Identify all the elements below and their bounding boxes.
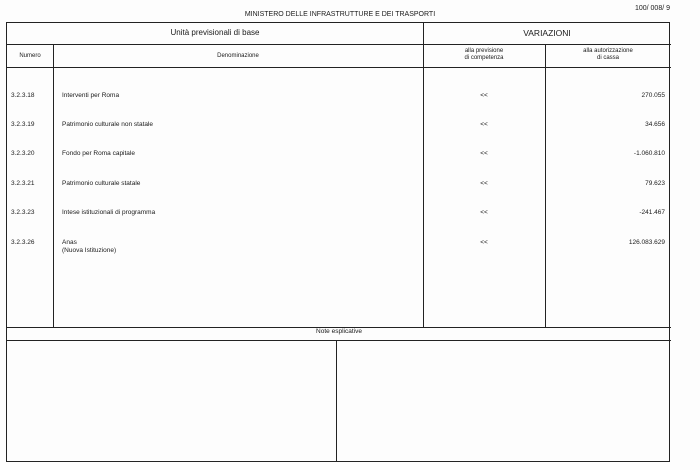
row-competenza: << [480,150,488,157]
row-numero: 3.2.3.20 [11,150,35,157]
ministry-title: MINISTERO DELLE INFRASTRUTTURE E DEI TRASPORTI [244,11,436,18]
row-cassa: 126.083.629 [628,239,665,246]
row-numero: 3.2.3.21 [11,180,35,187]
row-cassa: 34.656 [645,121,665,128]
cassa-header-line-1: alla autorizzazione [583,48,633,54]
cassa-column-divider [545,44,546,327]
column-header-divider [7,67,671,68]
page-reference: 100/ 008/ 9 [634,5,670,12]
notes-left-box [7,341,336,462]
row-competenza: << [480,92,488,99]
row-denominazione: Fondo per Roma capitale [62,150,135,157]
row-competenza: << [480,121,488,128]
numero-header: Numero [19,53,41,59]
row-numero: 3.2.3.26 [11,239,35,246]
row-denominazione-line-2: (Nuova Istituzione) [62,247,117,254]
row-denominazione: Patrimonio culturale non statale [62,121,154,128]
row-competenza: << [480,180,488,187]
budget-table [6,22,670,462]
row-denominazione: Patrimonio culturale statale [62,180,141,187]
row-numero: 3.2.3.18 [11,92,35,99]
competenza-header-line-1: alla previsione [464,48,504,54]
row-cassa: 79.623 [645,180,665,187]
row-cassa: -1.060.810 [633,150,665,157]
unita-header: Unità previsionali di base [170,28,260,37]
variazioni-column-divider [423,23,424,327]
row-cassa: 270.055 [641,92,665,99]
row-denominazione: Intese istituzionali di programma [62,209,156,216]
row-numero: 3.2.3.23 [11,209,35,216]
cassa-header [545,48,671,62]
row-numero: 3.2.3.19 [11,121,35,128]
cassa-header-line-2: di cassa [596,55,619,61]
row-competenza: << [480,239,488,246]
numero-column-divider [53,44,54,327]
competenza-header [423,48,545,62]
variazioni-header: VARIAZIONI [523,28,571,38]
competenza-header-line-2: di competenza [464,55,504,61]
notes-title: Note esplicative [316,328,362,335]
denominazione-header: Denominazione [217,53,259,59]
notes-right-box [337,341,671,462]
row-competenza: << [480,209,488,216]
row-denominazione-line-1: Anas [62,239,77,246]
row-cassa: -241.467 [639,209,665,216]
header-divider [7,44,671,45]
row-denominazione: Interventi per Roma [62,92,120,99]
row-denominazione [62,239,116,255]
